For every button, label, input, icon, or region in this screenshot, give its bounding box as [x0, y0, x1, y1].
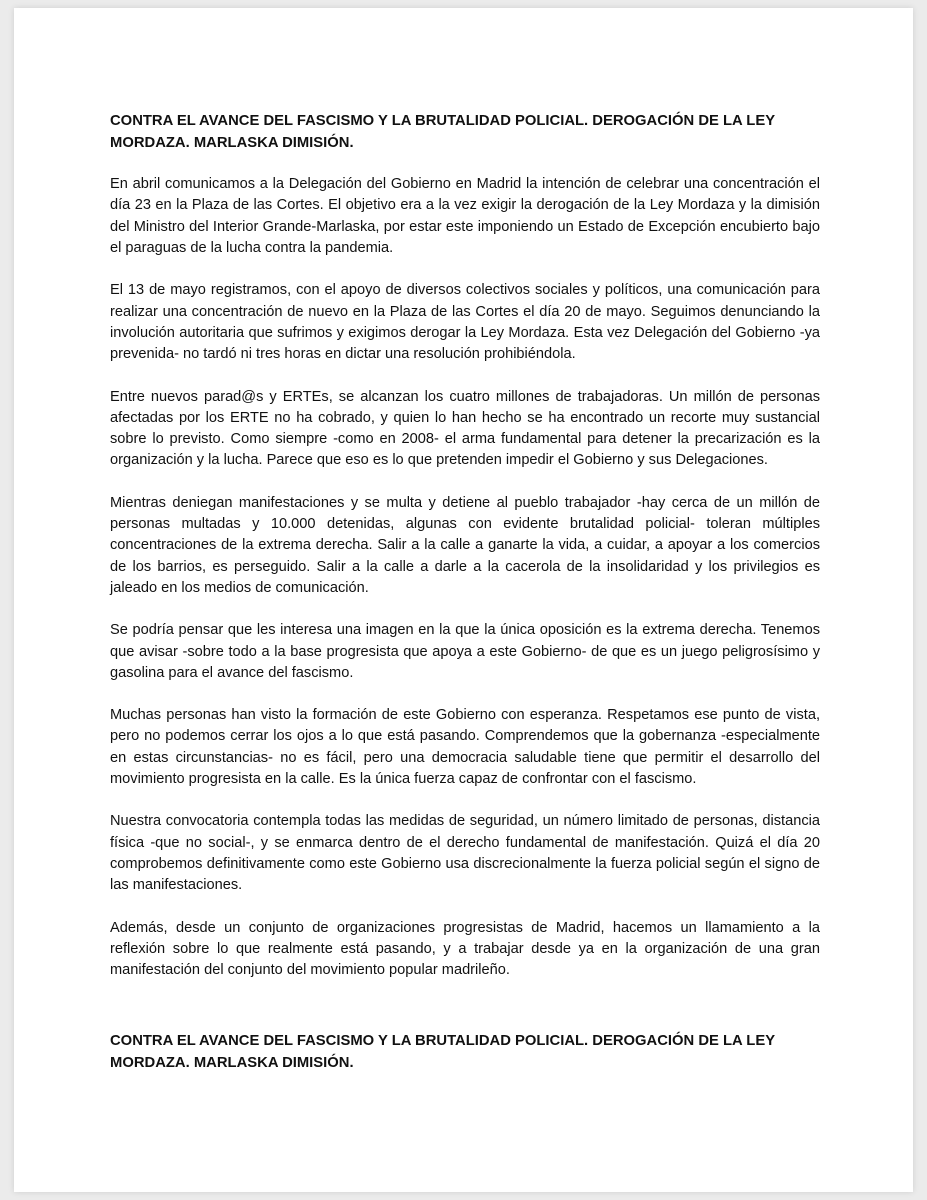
- paragraph-8: Además, desde un conjunto de organizaciones progresistas de Madrid, hacemos un llamamiento a la reflexión sobre lo que realmente está pasando, y a trabajar desde ya en la organización de una gran manifestación del conjunto del movimiento popular madrileño.: [110, 919, 820, 979]
- document-page: [14, 8, 913, 1192]
- paragraph-7: Nuestra convocatoria contempla todas las medidas de seguridad, un número limitado de personas, distancia física -que no social-, y se enmarca dentro de el derecho fundamental de manifestación. Quizá el día 20 comprobemos definitivamente como este Gobierno usa discrecionalmente la fuerza policial según el signo de las manifestaciones.: [110, 813, 820, 894]
- document-body: [110, 111, 820, 1075]
- paragraph-2: El 13 de mayo registramos, con el apoyo de diversos colectivos sociales y políticos, una comunicación para realizar una concentración de nuevo en la Plaza de las Cortes el día 20 de mayo. Seguimos denunciando la involución autoritaria que sufrimos y exigimos derogar la Ley Mordaza. Esta vez Delegación del Gobierno -ya prevenida- no tardó ni tres horas en dictar una resolución prohibiéndola.: [110, 282, 820, 363]
- paragraph-3: Entre nuevos parad@s y ERTEs, se alcanzan los cuatro millones de trabajadoras. Un millón de personas afectadas por los ERTE no ha cobrado, y quien lo han hecho se ha encontrado un recorte muy sustancial sobre lo previsto. Como siempre -como en 2008- el arma fundamental para detener la precarización es la organización y la lucha. Parece que eso es lo que pretenden impedir el Gobierno y sus Delegaciones.: [110, 388, 820, 469]
- paragraph-5: Se podría pensar que les interesa una imagen en la que la única oposición es la extrema derecha. Tenemos que avisar -sobre todo a la base progresista que apoya a este Gobierno- de que es un juego peligrosísimo y gasolina para el avance del fascismo.: [110, 622, 820, 681]
- document-closing-title: CONTRA EL AVANCE DEL FASCISMO Y LA BRUTALIDAD POLICIAL. DEROGACIÓN DE LA LEY MORDAZA. MARLASKA DIMISIÓN.: [110, 1033, 775, 1071]
- paragraph-4: Mientras deniegan manifestaciones y se multa y detiene al pueblo trabajador -hay cerca de un millón de personas multadas y 10.000 detenidas, algunas con evidente brutalidad policial- toleran múltiples concentraciones de la extrema derecha. Salir a la calle a ganarte la vida, a cuidar, a apoyar a los comercios de los barrios, es perseguido. Salir a la calle a darle a la cacerola de la insolidaridad y los privilegios es jaleado en los medios de comunicación.: [110, 494, 820, 596]
- document-title: CONTRA EL AVANCE DEL FASCISMO Y LA BRUTALIDAD POLICIAL. DEROGACIÓN DE LA LEY MORDAZA. MARLASKA DIMISIÓN.: [110, 113, 775, 151]
- paragraph-6: Muchas personas han visto la formación de este Gobierno con esperanza. Respetamos ese punto de vista, pero no podemos cerrar los ojos a lo que está pasando. Comprendemos que la gobernanza -especialmente en estas circunstancias- no es fácil, pero una democracia saludable tiene que permitir el desarrollo del movimiento progresista en la calle. Es la única fuerza capaz de confrontar con el fascismo.: [110, 707, 820, 788]
- paragraph-1: En abril comunicamos a la Delegación del Gobierno en Madrid la intención de celebrar una concentración el día 23 en la Plaza de las Cortes. El objetivo era a la vez exigir la derogación de la Ley Mordaza y la dimisión del Ministro del Interior Grande-Marlaska, por estar este imponiendo un Estado de Excepción encubierto bajo el paraguas de la lucha contra la pandemia.: [110, 176, 820, 257]
